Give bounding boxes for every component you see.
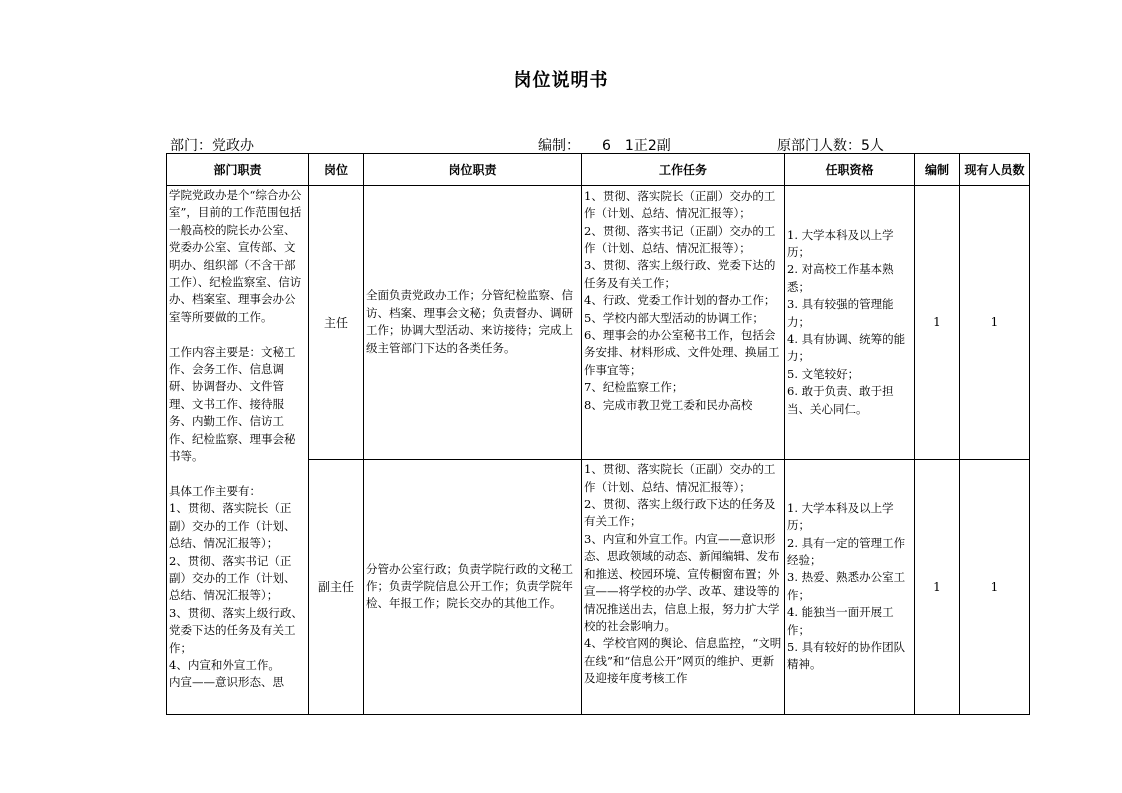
header-tasks: 工作任务 xyxy=(582,154,785,186)
page-title: 岗位说明书 xyxy=(513,70,609,91)
quota-label: 编制： xyxy=(538,138,580,154)
post-cell: 副主任 xyxy=(309,459,364,714)
tasks-cell xyxy=(582,459,785,714)
header-post-duty: 岗位职责 xyxy=(364,154,582,186)
tasks-text: 1、贯彻、落实院长（正副）交办的工作（计划、总结、情况汇报等）； 2、贯彻、落实书记（正副）交办的工作（计划、总结、情况汇报等）； 3、贯彻、落实上级行政、党委下达的任务及有关工作； 4、行政、党委工作计划的督办工作； 5、学校内部大型活动的协调工作； 6、理事会的办公室秘书工作，包括会务安排、材料形成、文件处理、换届工作事宜等； 7、纪检监察工作； 8、完成市教卫党工委和民办高校 xyxy=(584,188,780,412)
header-current: 现有人员数 xyxy=(960,154,1030,186)
post-duty-cell xyxy=(364,459,582,714)
quota-cell: 1 xyxy=(915,459,960,714)
post-duty-text: 分管办公室行政；负责学院行政的文秘工作；负责学院信息公开工作；负责学院年检、年报工作；院长交办的其他工作。 xyxy=(366,561,573,611)
post-duty-text: 全面负责党政办工作；分管纪检监察、信访、档案、理事会文秘；负责督办、调研工作；协调大型活动、来访接待；完成上级主管部门下达的各类任务。 xyxy=(366,288,573,355)
department-label: 部门：党政办 xyxy=(170,138,254,154)
dept-duty-cell xyxy=(167,186,309,715)
header-quota: 编制 xyxy=(915,154,960,186)
quota-info xyxy=(538,135,671,155)
qualification-text: 1. 大学本科及以上学历； 2. 对高校工作基本熟悉； 3. 具有较强的管理能力； 4. 具有协调、统筹的能力； 5. 文笔较好； 6. 敢于负责、敢于担当、关心同仁。 xyxy=(787,227,906,416)
quota-detail: 1正2副 xyxy=(624,138,671,154)
qualification-cell xyxy=(785,186,915,460)
job-description-table xyxy=(166,153,1030,715)
header-qualification: 任职资格 xyxy=(785,154,915,186)
quota-total: 6 xyxy=(602,138,611,154)
post-duty-cell xyxy=(364,186,582,460)
header-post: 岗位 xyxy=(309,154,364,186)
post-cell: 主任 xyxy=(309,186,364,460)
qualification-cell xyxy=(785,459,915,714)
dept-duty-text: 学院党政办是个“综合办公室”，目前的工作范围包括一般高校的院长办公室、党委办公室、宣传部、文明办、组织部（不含干部工作）、纪检监察室、信访办、档案室、理事会办公室等所要做的工作。 工作内容主要是：文秘工作、会务工作、信息调研、协调督办、文件管理、文书工作、接待服务、内勤工作、信访工作、纪检监察、理事会秘书等。 具体工作主要有： 1、贯彻、落实院长（正副）交办的工作（计划、总结、情况汇报等）； 2、贯彻、落实书记（正副）交办的工作（计划、总结、情况汇报等）； 3、贯彻、落实上级行政、党委下达的任务及有关工作； 4、内宣和外宣工作。 内宣——意识形态、思 xyxy=(169,188,303,690)
original-headcount: 原部门人数：5人 xyxy=(777,138,884,154)
current-cell: 1 xyxy=(960,186,1030,460)
current-cell: 1 xyxy=(960,459,1030,714)
header-dept-duty: 部门职责 xyxy=(167,154,309,186)
quota-cell: 1 xyxy=(915,186,960,460)
table-header-row xyxy=(167,154,1030,186)
tasks-cell xyxy=(582,186,785,460)
table-row xyxy=(167,186,1030,460)
qualification-text: 1. 大学本科及以上学历； 2. 具有一定的管理工作经验； 3. 热爱、熟悉办公室工作； 4. 能独当一面开展工作； 5. 具有较好的协作团队精神。 xyxy=(787,500,906,672)
tasks-text: 1、贯彻、落实院长（正副）交办的工作（计划、总结、情况汇报等）； 2、贯彻、落实上级行政下达的任务及有关工作； 3、内宣和外宣工作。内宣——意识形态、思政领域的动态、新闻编辑、发布和推送、校园环境、宣传橱窗布置；外宣——将学校的办学、改革、建设等的情况推送出去，信息上报，努力扩大学校的社会影响力。 4、学校官网的舆论、信息监控，“文明在线”和“信息公开”网页的维护、更新及迎接年度考核工作 xyxy=(584,462,782,686)
